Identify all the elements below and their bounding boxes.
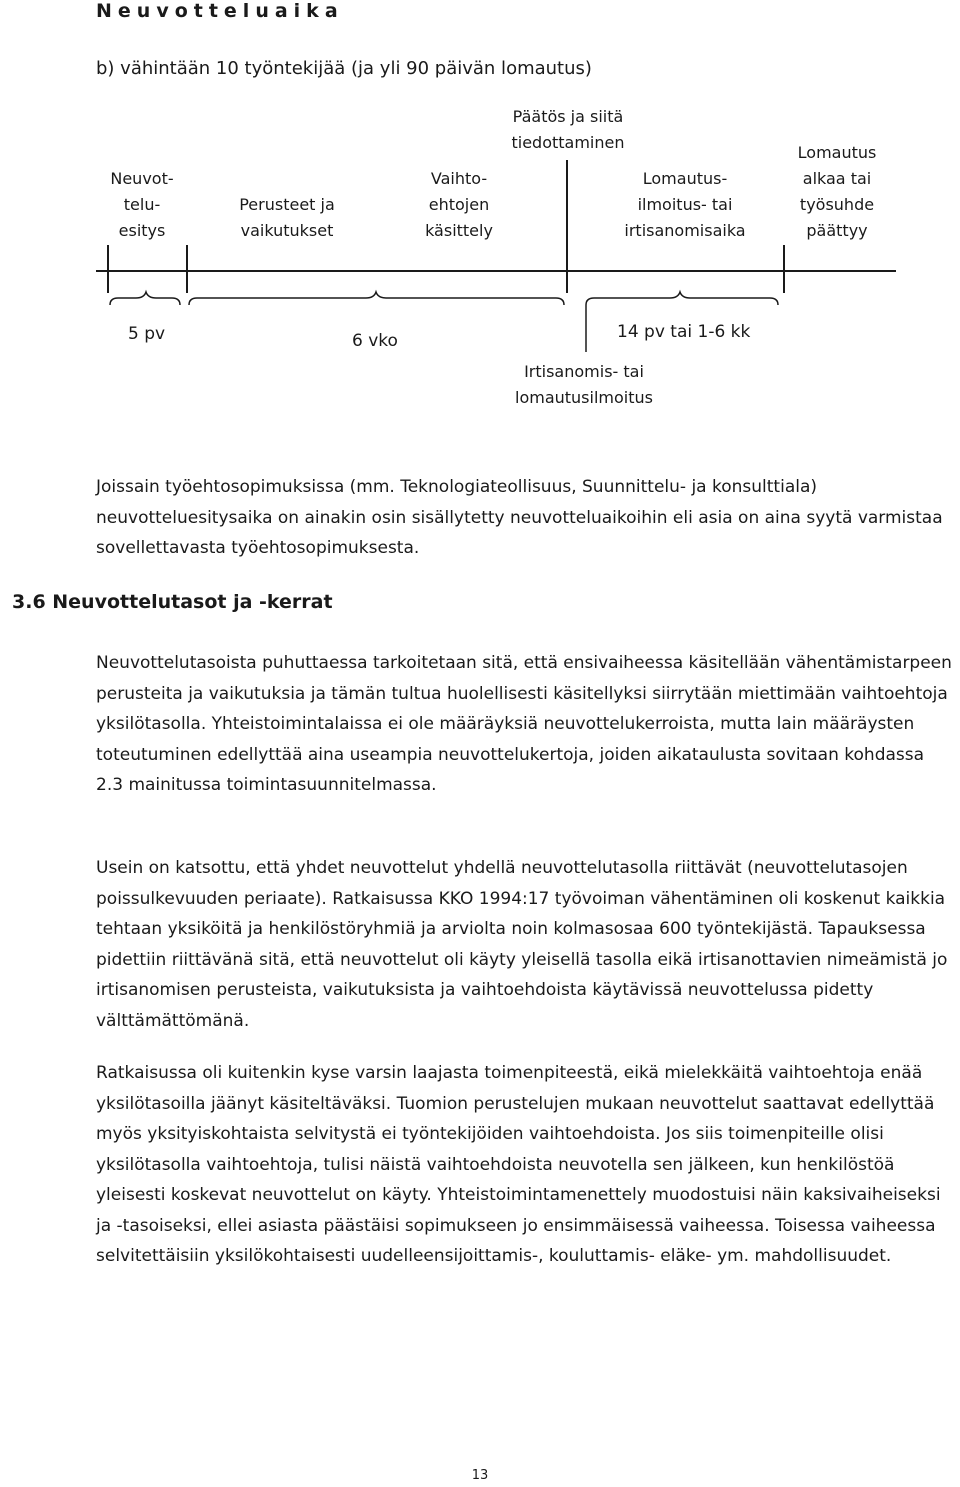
page-number: 13 <box>471 1468 489 1483</box>
label-line: Neuvot- <box>110 169 174 188</box>
label-line: irtisanomisaika <box>624 221 746 240</box>
label-line: alkaa tai <box>802 169 872 188</box>
body-paragraph: Ratkaisussa oli kuitenkin kyse varsin laajasta toimenpiteestä, eikä mielekkäitä vaihtoehtoja enää yksilötasoilla jäänyt käsiteltäväksi. Tuomion perustelujen mukaan neuvottelut saattavat edellyttää myös yksityiskohtaista selvitystä ei työntekijöiden vaihtoehdoista. Jos siis toimenpiteille olisi yksilötasolla vaihtoehtoja, tulisi näistä vaihtoehdoista neuvotella sen jälkeen, kun henkilöstöä yleisesti koskevat neuvottelut on käyty. Yhteistoimintamenettely muodostuisi näin kaksivaiheiseksi ja -tasoiseksi, ellei asiasta päästäisi sopimukseen jo ensimmäisessä vaiheessa. Toisessa vaiheessa selvitettäisiin yksilökohtaisesti uudelleensijoittamis-, kouluttamis- eläke- ym. mahdollisuudet. <box>96 1063 941 1266</box>
note-paragraph: Joissain työehtosopimuksissa (mm. Teknologiateollisuus, Suunnittelu- ja konsulttiala) neuvotteluesitysaika on ainakin osin sisällytetty neuvotteluaikoihin eli asia on aina syytä varmistaa sovellettavasta työehtosopimuksesta. <box>96 477 943 558</box>
subtitle: b) vähintään 10 työntekijää (ja yli 90 päivän lomautus) <box>96 58 592 79</box>
duration-14pv: 14 pv tai 1-6 kk <box>617 322 751 342</box>
label-line: Lomautus- <box>642 169 728 188</box>
section-heading: 3.6 Neuvottelutasot ja -kerrat <box>12 591 333 613</box>
label-line: esitys <box>118 221 166 240</box>
page-header: Neuvotteluaika <box>96 0 344 22</box>
label-line: vaikutukset <box>240 221 334 240</box>
label-line: Lomautus <box>797 143 877 162</box>
duration-6vko: 6 vko <box>352 331 398 351</box>
label-line: työsuhde <box>799 195 875 214</box>
brace-5pv <box>110 292 180 305</box>
duration-5pv: 5 pv <box>128 324 166 344</box>
label-line: Vaihto- <box>430 169 488 188</box>
label-line: päättyy <box>806 221 868 240</box>
label-line: tiedottaminen <box>511 133 625 152</box>
timeline-graphic <box>0 0 960 420</box>
body-paragraph: Usein on katsottu, että yhdet neuvottelut yhdellä neuvottelutasolla riittävät (neuvottelutasojen poissulkevuuden periaate). Ratkaisussa KKO 1994:17 työvoiman vähentäminen oli koskenut kaikkia tehtaan yksiköitä ja henkilöstöryhmiä ja arviolta noin kolmasosaa 600 työntekijästä. Tapauksessa pidettiin riittävänä sitä, että neuvottelut oli käyty yleisellä tasolla eikä irtisanottavien nimeämistä jo irtisanomisen perusteista, vaikutuksista ja vaihtoehdoista käytävissä neuvottelussa pidetty välttämättömänä. <box>96 858 948 1031</box>
label-line: Perusteet ja <box>239 195 335 214</box>
brace-14pv <box>586 292 778 305</box>
label-line: lomautusilmoitus <box>515 388 653 407</box>
label-line: ilmoitus- tai <box>637 195 733 214</box>
label-line: käsittely <box>425 221 493 240</box>
label-line: telu- <box>123 195 161 214</box>
body-paragraph: Neuvottelutasoista puhuttaessa tarkoitetaan sitä, että ensivaiheessa käsitellään vähentämistarpeen perusteita ja vaikutuksia ja tämän tultua huolellisesti käsitellyksi siirrytään miettimään vaihtoehtoja yksilötasolla. Yhteistoimintalaissa ei ole määräyksiä neuvottelukerroista, mutta lain määräysten toteutuminen edellyttää aina useampia neuvottelukertoja, joiden aikataulusta sovitaan kohdassa 2.3 mainitussa toimintasuunnitelmassa. <box>96 653 952 795</box>
label-line: Irtisanomis- tai <box>524 362 644 381</box>
label-line: Päätös ja siitä <box>512 107 624 126</box>
label-notice-event <box>496 359 672 411</box>
label-line: ehtojen <box>428 195 490 214</box>
brace-6vko <box>189 292 564 305</box>
